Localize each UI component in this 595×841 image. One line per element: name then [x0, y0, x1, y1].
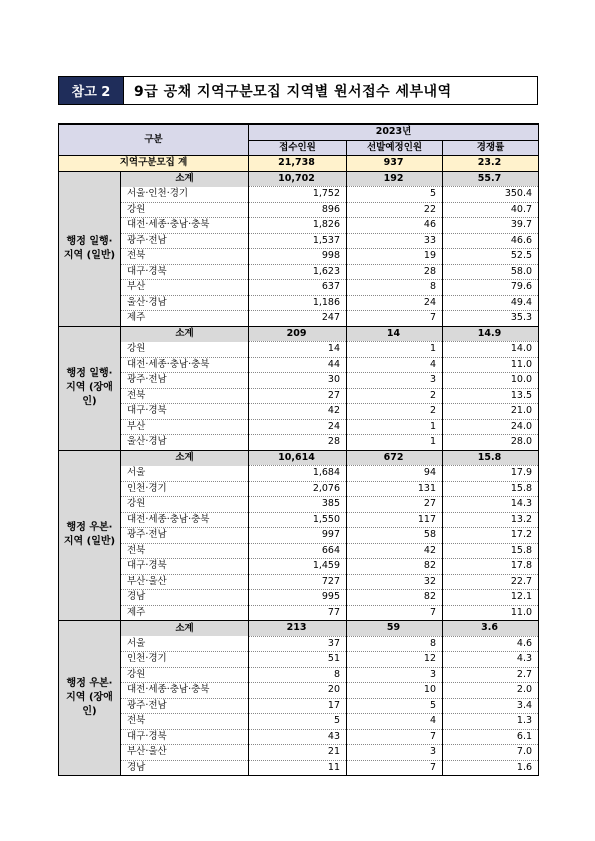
table-row — [59, 466, 539, 482]
planned-cell: 94 — [347, 466, 443, 482]
planned-cell: 1 — [347, 342, 443, 358]
ratio-cell: 40.7 — [443, 202, 539, 218]
applicant-table — [58, 123, 539, 776]
subtotal-planned: 14 — [347, 326, 443, 342]
applicants-cell: 27 — [249, 388, 347, 404]
planned-cell: 3 — [347, 373, 443, 389]
table-row — [59, 652, 539, 668]
planned-cell: 42 — [347, 543, 443, 559]
ratio-cell: 24.0 — [443, 419, 539, 435]
ratio-cell: 12.1 — [443, 590, 539, 606]
total-ratio: 23.2 — [443, 156, 539, 172]
table-row — [59, 233, 539, 249]
region-cell: 서울·인천·경기 — [121, 187, 249, 203]
table-row — [59, 264, 539, 280]
ratio-cell: 49.4 — [443, 295, 539, 311]
region-cell: 서울 — [121, 466, 249, 482]
region-cell: 대구·경북 — [121, 264, 249, 280]
applicants-cell: 247 — [249, 311, 347, 327]
applicants-cell: 5 — [249, 714, 347, 730]
applicants-cell: 1,186 — [249, 295, 347, 311]
region-cell: 대구·경북 — [121, 404, 249, 420]
region-cell: 대구·경북 — [121, 559, 249, 575]
planned-cell: 1 — [347, 435, 443, 451]
group-label: 행정 일행·지역 (장애인) — [59, 326, 121, 450]
table-row — [59, 435, 539, 451]
table-row — [59, 760, 539, 776]
applicants-cell: 8 — [249, 667, 347, 683]
applicants-cell: 43 — [249, 729, 347, 745]
planned-cell: 4 — [347, 357, 443, 373]
subtotal-applicants: 10,614 — [249, 450, 347, 466]
table-row — [59, 605, 539, 621]
planned-cell: 33 — [347, 233, 443, 249]
applicants-cell: 727 — [249, 574, 347, 590]
region-cell: 부산 — [121, 280, 249, 296]
table-row — [59, 342, 539, 358]
region-cell: 대전·세종·충남·충북 — [121, 218, 249, 234]
planned-cell: 5 — [347, 187, 443, 203]
subtotal-row — [59, 326, 539, 342]
table-row — [59, 729, 539, 745]
table-row — [59, 295, 539, 311]
planned-cell: 3 — [347, 745, 443, 761]
applicants-cell: 24 — [249, 419, 347, 435]
region-cell: 부산 — [121, 419, 249, 435]
planned-cell: 82 — [347, 559, 443, 575]
planned-cell: 2 — [347, 388, 443, 404]
ratio-cell: 21.0 — [443, 404, 539, 420]
ratio-cell: 17.2 — [443, 528, 539, 544]
region-cell: 광주·전남 — [121, 528, 249, 544]
planned-cell: 10 — [347, 683, 443, 699]
region-cell: 경남 — [121, 760, 249, 776]
header-applicants: 접수인원 — [249, 140, 347, 156]
subtotal-row — [59, 450, 539, 466]
header-ratio: 경쟁률 — [443, 140, 539, 156]
table-row — [59, 512, 539, 528]
region-cell: 부산·울산 — [121, 574, 249, 590]
planned-cell: 2 — [347, 404, 443, 420]
table-row — [59, 404, 539, 420]
total-applicants: 21,738 — [249, 156, 347, 172]
region-cell: 강원 — [121, 342, 249, 358]
subtotal-ratio: 3.6 — [443, 621, 539, 637]
region-cell: 부산·울산 — [121, 745, 249, 761]
ratio-cell: 46.6 — [443, 233, 539, 249]
table-row — [59, 528, 539, 544]
applicants-cell: 998 — [249, 249, 347, 265]
region-cell: 전북 — [121, 249, 249, 265]
applicants-cell: 44 — [249, 357, 347, 373]
reference-tag: 참고 2 — [59, 77, 123, 104]
ratio-cell: 4.3 — [443, 652, 539, 668]
ratio-cell: 52.5 — [443, 249, 539, 265]
ratio-cell: 13.2 — [443, 512, 539, 528]
applicants-cell: 1,826 — [249, 218, 347, 234]
region-cell: 전북 — [121, 543, 249, 559]
ratio-cell: 35.3 — [443, 311, 539, 327]
region-cell: 강원 — [121, 497, 249, 513]
applicants-cell: 77 — [249, 605, 347, 621]
region-cell: 전북 — [121, 714, 249, 730]
planned-cell: 82 — [347, 590, 443, 606]
planned-cell: 7 — [347, 605, 443, 621]
applicants-cell: 1,623 — [249, 264, 347, 280]
ratio-cell: 6.1 — [443, 729, 539, 745]
applicants-cell: 17 — [249, 698, 347, 714]
ratio-cell: 22.7 — [443, 574, 539, 590]
table-row — [59, 481, 539, 497]
table-row — [59, 698, 539, 714]
page-title: 9급 공채 지역구분모집 지역별 원서접수 세부내역 — [123, 77, 537, 104]
applicants-cell: 1,684 — [249, 466, 347, 482]
ratio-cell: 39.7 — [443, 218, 539, 234]
subtotal-planned: 672 — [347, 450, 443, 466]
table-row — [59, 574, 539, 590]
ratio-cell: 2.7 — [443, 667, 539, 683]
table-row — [59, 373, 539, 389]
subtotal-planned: 59 — [347, 621, 443, 637]
planned-cell: 27 — [347, 497, 443, 513]
table-row — [59, 218, 539, 234]
region-cell: 대전·세종·충남·충북 — [121, 683, 249, 699]
header-category: 구분 — [59, 124, 249, 156]
applicants-cell: 11 — [249, 760, 347, 776]
table-row — [59, 357, 539, 373]
ratio-cell: 13.5 — [443, 388, 539, 404]
ratio-cell: 15.8 — [443, 543, 539, 559]
planned-cell: 117 — [347, 512, 443, 528]
region-cell: 전북 — [121, 388, 249, 404]
planned-cell: 3 — [347, 667, 443, 683]
table-row — [59, 667, 539, 683]
applicants-cell: 385 — [249, 497, 347, 513]
applicants-cell: 21 — [249, 745, 347, 761]
region-cell: 광주·전남 — [121, 698, 249, 714]
applicants-cell: 2,076 — [249, 481, 347, 497]
planned-cell: 131 — [347, 481, 443, 497]
applicants-cell: 30 — [249, 373, 347, 389]
table-row — [59, 388, 539, 404]
ratio-cell: 7.0 — [443, 745, 539, 761]
ratio-cell: 350.4 — [443, 187, 539, 203]
table-row — [59, 745, 539, 761]
region-cell: 울산·경남 — [121, 295, 249, 311]
applicants-cell: 664 — [249, 543, 347, 559]
table-row — [59, 311, 539, 327]
total-planned: 937 — [347, 156, 443, 172]
ratio-cell: 10.0 — [443, 373, 539, 389]
planned-cell: 8 — [347, 280, 443, 296]
ratio-cell: 58.0 — [443, 264, 539, 280]
planned-cell: 46 — [347, 218, 443, 234]
table-row — [59, 636, 539, 652]
ratio-cell: 1.6 — [443, 760, 539, 776]
applicants-cell: 997 — [249, 528, 347, 544]
total-row — [59, 156, 539, 172]
planned-cell: 19 — [347, 249, 443, 265]
table-row — [59, 280, 539, 296]
region-cell: 울산·경남 — [121, 435, 249, 451]
applicants-cell: 14 — [249, 342, 347, 358]
planned-cell: 4 — [347, 714, 443, 730]
table-row — [59, 559, 539, 575]
planned-cell: 32 — [347, 574, 443, 590]
planned-cell: 28 — [347, 264, 443, 280]
region-cell: 제주 — [121, 311, 249, 327]
region-cell: 대전·세종·충남·충북 — [121, 512, 249, 528]
planned-cell: 8 — [347, 636, 443, 652]
ratio-cell: 17.8 — [443, 559, 539, 575]
table-row — [59, 683, 539, 699]
group-label: 행정 일행·지역 (일반) — [59, 171, 121, 326]
ratio-cell: 14.0 — [443, 342, 539, 358]
region-cell: 대전·세종·충남·충북 — [121, 357, 249, 373]
table-row — [59, 249, 539, 265]
applicants-cell: 896 — [249, 202, 347, 218]
applicants-cell: 51 — [249, 652, 347, 668]
subtotal-row — [59, 621, 539, 637]
table-row — [59, 187, 539, 203]
applicants-cell: 42 — [249, 404, 347, 420]
subtotal-planned: 192 — [347, 171, 443, 187]
applicants-cell: 20 — [249, 683, 347, 699]
subtotal-label: 소계 — [121, 326, 249, 342]
ratio-cell: 4.6 — [443, 636, 539, 652]
region-cell: 강원 — [121, 202, 249, 218]
planned-cell: 58 — [347, 528, 443, 544]
planned-cell: 12 — [347, 652, 443, 668]
page-title-box — [58, 76, 538, 105]
table-row — [59, 202, 539, 218]
ratio-cell: 17.9 — [443, 466, 539, 482]
ratio-cell: 3.4 — [443, 698, 539, 714]
applicants-cell: 1,550 — [249, 512, 347, 528]
subtotal-label: 소계 — [121, 171, 249, 187]
applicants-cell: 37 — [249, 636, 347, 652]
subtotal-row — [59, 171, 539, 187]
ratio-cell: 28.0 — [443, 435, 539, 451]
ratio-cell: 1.3 — [443, 714, 539, 730]
planned-cell: 7 — [347, 311, 443, 327]
header-planned: 선발예정인원 — [347, 140, 443, 156]
region-cell: 제주 — [121, 605, 249, 621]
ratio-cell: 11.0 — [443, 357, 539, 373]
planned-cell: 5 — [347, 698, 443, 714]
region-cell: 경남 — [121, 590, 249, 606]
planned-cell: 1 — [347, 419, 443, 435]
ratio-cell: 14.3 — [443, 497, 539, 513]
region-cell: 인천·경기 — [121, 481, 249, 497]
subtotal-ratio: 14.9 — [443, 326, 539, 342]
subtotal-applicants: 213 — [249, 621, 347, 637]
header-year: 2023년 — [249, 124, 539, 140]
group-label: 행정 우본·지역 (일반) — [59, 450, 121, 621]
region-cell: 대구·경북 — [121, 729, 249, 745]
subtotal-applicants: 209 — [249, 326, 347, 342]
subtotal-ratio: 55.7 — [443, 171, 539, 187]
applicants-cell: 28 — [249, 435, 347, 451]
region-cell: 강원 — [121, 667, 249, 683]
planned-cell: 24 — [347, 295, 443, 311]
table-row — [59, 590, 539, 606]
subtotal-ratio: 15.8 — [443, 450, 539, 466]
region-cell: 인천·경기 — [121, 652, 249, 668]
planned-cell: 7 — [347, 760, 443, 776]
ratio-cell: 15.8 — [443, 481, 539, 497]
group-label: 행정 우본·지역 (장애인) — [59, 621, 121, 776]
applicants-cell: 1,752 — [249, 187, 347, 203]
applicants-cell: 1,537 — [249, 233, 347, 249]
planned-cell: 22 — [347, 202, 443, 218]
applicants-cell: 637 — [249, 280, 347, 296]
region-cell: 서울 — [121, 636, 249, 652]
region-cell: 광주·전남 — [121, 373, 249, 389]
subtotal-label: 소계 — [121, 621, 249, 637]
applicants-cell: 1,459 — [249, 559, 347, 575]
ratio-cell: 2.0 — [443, 683, 539, 699]
region-cell: 광주·전남 — [121, 233, 249, 249]
ratio-cell: 11.0 — [443, 605, 539, 621]
total-label: 지역구분모집 계 — [59, 156, 249, 172]
table-row — [59, 419, 539, 435]
planned-cell: 7 — [347, 729, 443, 745]
applicants-cell: 995 — [249, 590, 347, 606]
ratio-cell: 79.6 — [443, 280, 539, 296]
subtotal-label: 소계 — [121, 450, 249, 466]
table-row — [59, 497, 539, 513]
table-row — [59, 543, 539, 559]
table-row — [59, 714, 539, 730]
subtotal-applicants: 10,702 — [249, 171, 347, 187]
